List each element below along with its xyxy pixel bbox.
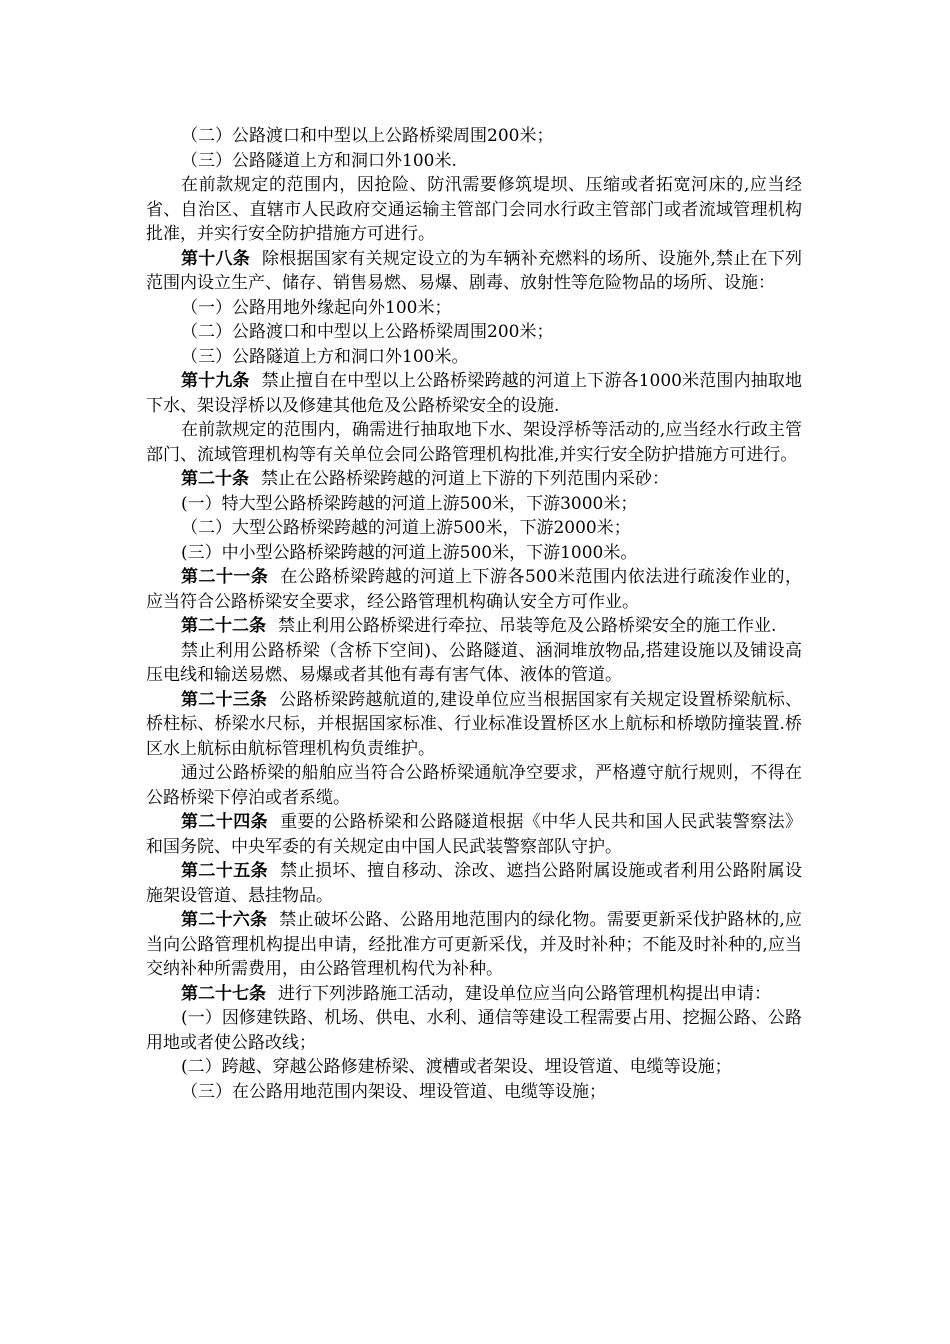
- paragraph-text: 禁止损坏、擅自移动、涂改、遮挡公路附属设施或者利用公路附属设施架设管道、悬挂物品。: [146, 861, 803, 906]
- paragraph-text: (三）中小型公路桥梁跨越的河道上游500米，下游1000米。: [181, 542, 638, 563]
- paragraph-text: (一）特大型公路桥梁跨越的河道上游500米，下游3000米；: [181, 493, 638, 514]
- paragraph-text: 除根据国家有关规定设立的为车辆补充燃料的场所、设施外,禁止在下列范围内设立生产、储存、销售易燃、易爆、剧毒、放射性等危险物品的场所、设施：: [146, 248, 802, 293]
- clause-paragraph: [146, 296, 802, 321]
- paragraph-text: 在前款规定的范围内，因抢险、防汛需要修筑堤坝、压缩或者拓宽河床的,应当经省、自治区、直辖市人民政府交通运输主管部门会同水行政主管部门或者流域管理机构批准，并实行安全防护措施方可进行。: [146, 175, 802, 244]
- paragraph-text: 在公路桥梁跨越的河道上下游各500米范围内依法进行疏浚作业的，应当符合公路桥梁安全要求，经公路管理机构确认安全方可作业。: [146, 567, 802, 612]
- article-paragraph: [146, 247, 802, 296]
- article-paragraph: [146, 565, 802, 614]
- clause-paragraph: [146, 418, 802, 467]
- clause-paragraph: [146, 320, 802, 345]
- clause-paragraph: [146, 541, 802, 566]
- article-number: 第二十五条: [181, 861, 269, 881]
- clause-paragraph: [146, 1055, 802, 1080]
- paragraph-text: (一）因修建铁路、机场、供电、水利、通信等建设工程需要占用、挖掘公路、公路用地或者使公路改线；: [146, 1008, 802, 1053]
- paragraph-text: （一）公路用地外缘起向外100米；: [181, 297, 452, 318]
- article-number: 第十九条: [181, 371, 250, 391]
- article-number: 第十八条: [181, 248, 250, 269]
- paragraph-text: 通过公路桥梁的船舶应当符合公路桥梁通航净空要求，严格遵守航行规则，不得在公路桥梁下停泊或者系缆。: [146, 763, 802, 808]
- paragraph-text: （三）公路隧道上方和洞口外100米.: [181, 150, 457, 171]
- clause-paragraph: [146, 173, 802, 247]
- article-number: 第二十四条: [181, 812, 269, 832]
- article-number: 第二十二条: [181, 616, 266, 636]
- paragraph-text: 禁止利用公路桥梁（含桥下空间)、公路隧道、涵洞堆放物品,搭建设施以及铺设高压电线和输送易燃、易爆或者其他有毒有害气体、液体的管道。: [146, 640, 802, 685]
- clause-paragraph: [146, 149, 802, 174]
- paragraph-text: 禁止利用公路桥梁进行牵拉、吊装等危及公路桥梁安全的施工作业.: [278, 616, 777, 636]
- article-number: 第二十七条: [181, 983, 266, 1004]
- paragraph-text: 禁止擅自在中型以上公路桥梁跨越的河道上下游各1000米范围内抽取地下水、架设浮桥以及修建其他危及公路桥梁安全的设施.: [146, 371, 803, 416]
- paragraph-text: （二）公路渡口和中型以上公路桥梁周围200米；: [181, 126, 554, 146]
- article-number: 第二十条: [181, 469, 249, 489]
- paragraph-text: （二）大型公路桥梁跨越的河道上游500米，下游2000米；: [181, 518, 631, 538]
- paragraph-text: (二）跨越、穿越公路修建桥梁、渡槽或者架设、埋设管道、电缆等设施；: [181, 1057, 732, 1077]
- article-paragraph: [146, 982, 802, 1007]
- paragraph-text: （三）在公路用地范围内架设、埋设管道、电缆等设施；: [181, 1081, 606, 1102]
- clause-paragraph: [146, 345, 802, 370]
- article-number: 第二十一条: [181, 567, 269, 587]
- paragraph-text: 禁止在公路桥梁跨越的河道上下游的下列范围内采砂：: [261, 469, 669, 489]
- paragraph-text: （二）公路渡口和中型以上公路桥梁周围200米；: [181, 322, 554, 342]
- article-paragraph: [146, 688, 802, 762]
- paragraph-text: （三）公路隧道上方和洞口外100米。: [181, 346, 469, 367]
- article-paragraph: [146, 467, 802, 492]
- paragraph-text: 进行下列涉路施工活动，建设单位应当向公路管理机构提出申请：: [278, 983, 771, 1004]
- paragraph-text: 公路桥梁跨越航道的,建设单位应当根据国家有关规定设置桥梁航标、桥柱标、桥梁水尺标，并根据国家标准、行业标准设置桥区水上航标和桥墩防撞装置.桥区水上航标由航标管理机构负责维护。: [146, 689, 803, 759]
- article-number: 第二十六条: [181, 910, 268, 930]
- clause-paragraph: [146, 639, 802, 688]
- article-paragraph: [146, 859, 802, 908]
- clause-paragraph: [146, 1006, 802, 1055]
- clause-paragraph: [146, 124, 802, 149]
- paragraph-text: 禁止破坏公路、公路用地范围内的绿化物。需要更新采伐护路林的,应当向公路管理机构提出申请，经批准方可更新采伐，并及时补种；不能及时补种的,应当交纳补种所需费用，由公路管理机构代为补种。: [146, 910, 803, 979]
- article-paragraph: [146, 369, 802, 418]
- article-paragraph: [146, 810, 802, 859]
- article-number: 第二十三条: [181, 689, 268, 710]
- paragraph-text: 重要的公路桥梁和公路隧道根据《中华人民共和国人民武装警察法》和国务院、中央军委的有关规定由中国人民武装警察部队守护。: [146, 812, 803, 857]
- article-paragraph: [146, 614, 802, 639]
- document-body: [146, 124, 802, 1104]
- paragraph-text: 在前款规定的范围内，确需进行抽取地下水、架设浮桥等活动的,应当经水行政主管部门、流域管理机构等有关单位会同公路管理机构批准,并实行安全防护措施方可进行。: [146, 420, 802, 465]
- clause-paragraph: [146, 492, 802, 517]
- clause-paragraph: [146, 516, 802, 541]
- clause-paragraph: [146, 1080, 802, 1105]
- article-paragraph: [146, 908, 802, 982]
- clause-paragraph: [146, 761, 802, 810]
